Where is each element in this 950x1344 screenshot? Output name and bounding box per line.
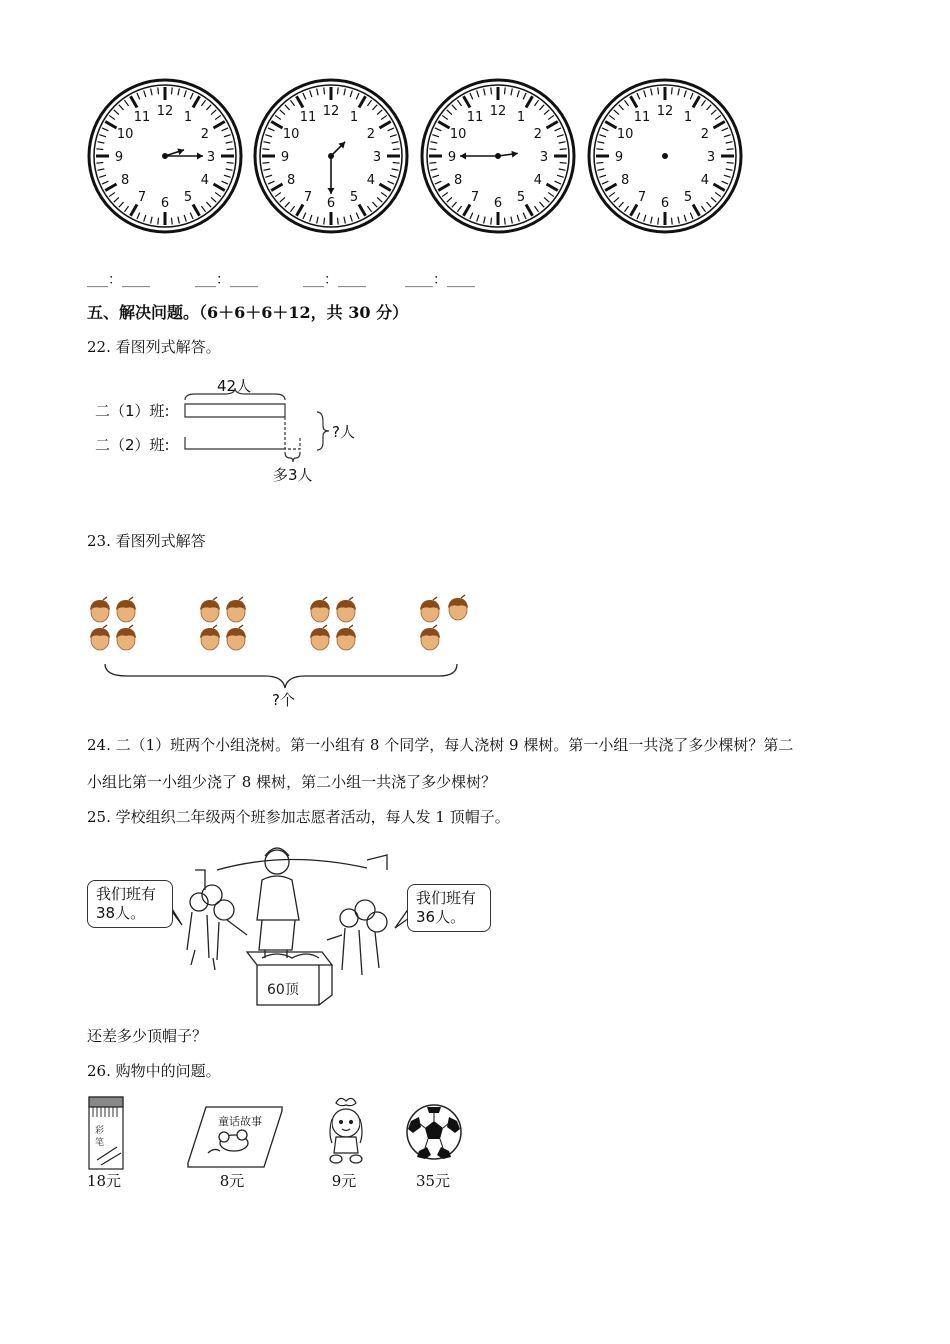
- q22-bars: [95, 372, 395, 492]
- clock-1: [87, 78, 243, 234]
- time-blank-4[interactable]: ____：____: [405, 272, 475, 288]
- acorn-icon: [310, 597, 330, 622]
- clock-numeral: 6: [660, 196, 670, 211]
- clock-numeral: 12: [156, 104, 174, 119]
- clock-numeral: 4: [533, 173, 542, 188]
- pen-box-text-2: 笔: [95, 1138, 105, 1148]
- minute-tick: [262, 149, 269, 150]
- extra-bar: [285, 417, 300, 449]
- clock-numeral: 9: [614, 150, 624, 165]
- clock-numeral: 1: [183, 110, 193, 126]
- teacher-body: [257, 876, 299, 920]
- acorn-icon: [310, 625, 330, 650]
- section-title: 五、解决问题。（6＋6＋6＋12，共 30 分）: [87, 303, 409, 322]
- bottom-brace: [285, 452, 300, 462]
- minute-tick: [227, 149, 234, 150]
- bubble-left-line-2: 38人。: [96, 904, 146, 922]
- acorn-icon: [448, 595, 468, 620]
- acorn-icon: [336, 597, 356, 622]
- clock-numeral: 12: [489, 104, 507, 119]
- clock-numeral: 8: [121, 173, 130, 188]
- clock-2: [253, 78, 409, 234]
- clock-numeral: 2: [533, 127, 542, 142]
- storybook-icon: [184, 1103, 284, 1169]
- price-football: 35元: [415, 1172, 451, 1190]
- clock-3: [420, 78, 576, 234]
- clock-numeral: 2: [366, 127, 375, 142]
- q24-line-2: 小组比第一小组少浇了 8 棵树，第二小组一共浇了多少棵树？: [87, 773, 497, 791]
- clock-numeral: 6: [326, 196, 336, 211]
- minute-tick: [671, 87, 672, 94]
- clock-numeral: 10: [616, 127, 634, 142]
- clock-numeral: 8: [287, 173, 296, 188]
- color-pen-box-icon: [87, 1095, 127, 1171]
- clock-numeral: 6: [493, 196, 503, 211]
- minute-tick: [96, 162, 103, 163]
- clock-numeral: 12: [656, 104, 674, 119]
- clock-numeral: 1: [683, 110, 693, 126]
- minute-tick: [96, 149, 103, 150]
- minute-tick: [393, 149, 400, 150]
- minute-tick: [560, 162, 567, 163]
- class1-bar: [185, 404, 285, 417]
- class2-label: 二（2）班:: [95, 436, 170, 454]
- q22-top-label: 42人: [217, 377, 252, 395]
- clock-numeral: 5: [683, 189, 693, 205]
- acorn-icon: [336, 625, 356, 650]
- minute-tick: [171, 218, 172, 225]
- clock-numeral: 11: [133, 110, 151, 126]
- time-blank-3[interactable]: ___：____: [303, 272, 366, 288]
- acorn-icon: [90, 597, 110, 622]
- price-storybook: 8元: [219, 1172, 245, 1190]
- q23-total-label: ?个: [272, 691, 295, 709]
- class1-label: 二（1）班:: [95, 402, 170, 420]
- acorn-icon: [420, 625, 440, 650]
- clock-numeral: 1: [516, 110, 526, 126]
- minute-tick: [658, 218, 659, 225]
- doll-icon: [322, 1093, 370, 1167]
- box-label: 60顶: [267, 982, 299, 998]
- acorn-icon: [226, 625, 246, 650]
- price-doll: 9元: [331, 1172, 357, 1190]
- clock-numeral: 2: [200, 127, 209, 142]
- clock-center: [328, 153, 334, 159]
- clock-numeral: 9: [114, 150, 124, 165]
- acorn-icon: [90, 625, 110, 650]
- q22-diagram: [95, 372, 395, 492]
- clock-numeral: 7: [303, 189, 313, 205]
- q24-line-1: 24. 二（1）班两个小组浇树。第一小组有 8 个同学，每人浇树 9 棵树。第一小组一共浇了多少棵树？第二: [87, 736, 794, 754]
- clock-4: [587, 78, 743, 234]
- class2-bar: [185, 437, 285, 449]
- minute-tick: [727, 162, 734, 163]
- acorn-icon: [420, 597, 440, 622]
- clock-numeral: 3: [539, 150, 549, 165]
- minute-tick: [262, 162, 269, 163]
- minute-tick: [560, 149, 567, 150]
- clock-numeral: 1: [349, 110, 359, 126]
- clock-center: [662, 153, 668, 159]
- acorn-brace: [105, 664, 457, 688]
- price-color-pens: 18元: [86, 1172, 122, 1190]
- storybook-title: 童话故事: [218, 1115, 262, 1128]
- clock-numeral: 10: [449, 127, 467, 142]
- time-blank-2[interactable]: ___：____: [195, 272, 258, 288]
- acorn-icon: [226, 597, 246, 622]
- clock-numeral: 8: [454, 173, 463, 188]
- minute-tick: [393, 162, 400, 163]
- minute-tick: [491, 218, 492, 225]
- minute-tick: [158, 87, 159, 94]
- clock-numeral: 3: [706, 150, 716, 165]
- top-brace: [185, 388, 285, 400]
- minute-tick: [158, 218, 159, 225]
- minute-tick: [491, 87, 492, 94]
- clock-numeral: 4: [700, 173, 709, 188]
- q22-bottom-label: 多3人: [273, 466, 313, 484]
- clock-numeral: 11: [466, 110, 484, 126]
- acorn-icon: [200, 625, 220, 650]
- clock-numeral: 4: [366, 173, 375, 188]
- clock-numeral: 10: [116, 127, 134, 142]
- minute-tick: [671, 218, 672, 225]
- clock-numeral: 2: [700, 127, 709, 142]
- minute-tick: [504, 87, 505, 94]
- bubble-right-line-2: 36人。: [416, 908, 466, 926]
- q25-picture: [87, 840, 497, 1010]
- clock-numeral: 3: [372, 150, 382, 165]
- football-icon: [405, 1103, 463, 1161]
- acorn-icon: [116, 625, 136, 650]
- clock-numeral: 8: [621, 173, 630, 188]
- minute-tick: [658, 87, 659, 94]
- clock-numeral: 12: [322, 104, 340, 119]
- clock-numeral: 7: [137, 189, 147, 205]
- minute-tick: [596, 162, 603, 163]
- q22-title: 22. 看图列式解答。: [87, 338, 221, 356]
- clock-center: [495, 153, 501, 159]
- minute-tick: [727, 149, 734, 150]
- acorn-icon: [116, 597, 136, 622]
- pen-box-text-1: 彩: [95, 1126, 105, 1136]
- clock-numeral: 7: [470, 189, 480, 205]
- clock-numeral: 10: [282, 127, 300, 142]
- clock-numeral: 5: [516, 189, 526, 205]
- clock-numeral: 3: [206, 150, 216, 165]
- q25-title: 25. 学校组织二年级两个班参加志愿者活动，每人发 1 顶帽子。: [87, 808, 510, 826]
- clock-numeral: 11: [633, 110, 651, 126]
- time-blank-1[interactable]: ___：____: [87, 272, 150, 288]
- hat-box-top: [247, 952, 332, 965]
- clock-numeral: 9: [447, 150, 457, 165]
- bubble-left: [87, 880, 173, 928]
- acorn-icon: [200, 597, 220, 622]
- minute-tick: [504, 218, 505, 225]
- minute-tick: [596, 149, 603, 150]
- minute-tick: [171, 87, 172, 94]
- clock-numeral: 6: [160, 196, 170, 211]
- minute-tick: [337, 87, 338, 94]
- minute-tick: [337, 218, 338, 225]
- teacher-head: [265, 850, 289, 874]
- bubble-right: [407, 884, 491, 932]
- minute-tick: [429, 149, 436, 150]
- clock-numeral: 5: [183, 189, 193, 205]
- clock-numeral: 11: [299, 110, 317, 126]
- total-brace: [317, 412, 329, 450]
- q23-title: 23. 看图列式解答: [87, 532, 206, 550]
- q26-title: 26. 购物中的问题。: [87, 1062, 221, 1080]
- bubble-left-line-1: 我们班有: [96, 885, 157, 903]
- minute-tick: [324, 87, 325, 94]
- clock-numeral: 9: [280, 150, 290, 165]
- clock-numeral: 5: [349, 189, 359, 205]
- minute-tick: [324, 218, 325, 225]
- clock-numeral: 4: [200, 173, 209, 188]
- clock-numeral: 7: [637, 189, 647, 205]
- minute-tick: [227, 162, 234, 163]
- clock-center: [162, 153, 168, 159]
- q25-question: 还差多少顶帽子？: [87, 1027, 208, 1045]
- minute-tick: [429, 162, 436, 163]
- q22-total-label: ?人: [332, 423, 355, 441]
- bubble-right-line-1: 我们班有: [416, 889, 477, 907]
